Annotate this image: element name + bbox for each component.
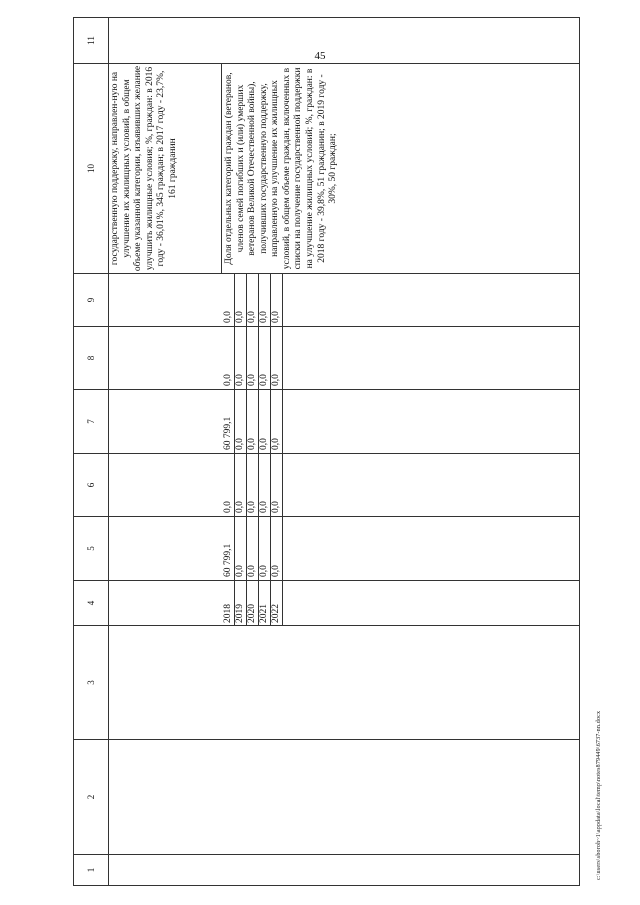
value-cell: 0,0 [271,517,283,580]
value-cell: 0,0 [259,517,271,580]
value-cell: 60 799,1 [223,390,235,453]
cell-col-7 [109,390,580,454]
value-cell: 0,0 [247,327,259,389]
col-header-3: 3 [74,626,109,740]
year-cell: 2018 [223,581,235,625]
value-cell: 0,0 [271,274,283,326]
cell-years [109,581,580,626]
year-cell: 2020 [247,581,259,625]
year-cell: 2019 [235,581,247,625]
page-number: 45 [314,50,326,62]
col-header-2: 2 [74,740,109,855]
value-list-col-8 [223,327,283,389]
year-cell: 2021 [259,581,271,625]
value-list-col-5 [223,517,283,580]
budget-table [73,17,580,886]
value-cell: 0,0 [235,274,247,326]
col-header-5: 5 [74,517,109,581]
indicator-text-2: Доля отдельных категорий граждан (ветеранов, членов семей погибших и (или) умерших ветеранов Великой Отечественной войны), получивших государственную поддержку, направленную на улучшение их жилищных условий, в общем объеме граждан, включенных в списки на получение государственной поддержки на улучшение жилищных условий; %, граждан: в 2018 году - 39,8%, 51 гражданин; в 2019 году - 30%, 50 граждан; [224,67,339,270]
year-cell: 2022 [271,581,283,625]
header-row [74,18,109,886]
value-cell: 0,0 [223,274,235,326]
cell-col-6 [109,454,580,517]
col-header-9: 9 [74,274,109,327]
cell-col-8 [109,327,580,390]
value-cell: 0,0 [223,454,235,516]
value-cell: 0,0 [271,327,283,389]
cell-col-5 [109,517,580,581]
cell-col-1 [109,855,580,886]
value-cell: 60 799,1 [223,517,235,580]
year-list [223,581,283,625]
value-list-col-6 [223,454,283,516]
value-cell: 0,0 [235,390,247,453]
value-cell: 0,0 [259,390,271,453]
indicator-text-1: государственную поддержку, направлен-ную на улучшение их жилищных условий, в общем объеме указанной категории, изъявивших желание улучшить жилищные условия; %, граждан: в 2016 году - 36,01%, 345 граждан; в 2017 году - 23,7%, 161 гражданин [109,64,222,273]
value-cell: 0,0 [223,327,235,389]
cell-col-3 [109,626,580,740]
body-row [109,18,580,886]
file-path-footer: c:\users\sboroh~1\appdata\local\temp\notes879449\6737-nn.docx [596,710,602,880]
cell-col-2 [109,740,580,855]
col-header-6: 6 [74,454,109,517]
col-header-4: 4 [74,581,109,626]
value-cell: 0,0 [259,327,271,389]
rotated-table-sheet [73,18,580,886]
col-header-11: 11 [74,18,109,64]
col-header-8: 8 [74,327,109,390]
col-header-7: 7 [74,390,109,454]
col-header-10: 10 [74,64,109,274]
value-cell: 0,0 [235,517,247,580]
value-cell: 0,0 [259,454,271,516]
value-cell: 0,0 [247,517,259,580]
cell-indicators [109,64,580,274]
value-cell: 0,0 [259,274,271,326]
value-cell: 0,0 [235,454,247,516]
value-list-col-9 [223,274,283,326]
value-cell: 0,0 [247,390,259,453]
col-header-1: 1 [74,855,109,886]
cell-col-11 [109,18,580,64]
value-cell: 0,0 [271,390,283,453]
cell-col-9 [109,274,580,327]
value-cell: 0,0 [247,274,259,326]
value-list-col-7 [223,390,283,453]
value-cell: 0,0 [247,454,259,516]
value-cell: 0,0 [235,327,247,389]
value-cell: 0,0 [271,454,283,516]
